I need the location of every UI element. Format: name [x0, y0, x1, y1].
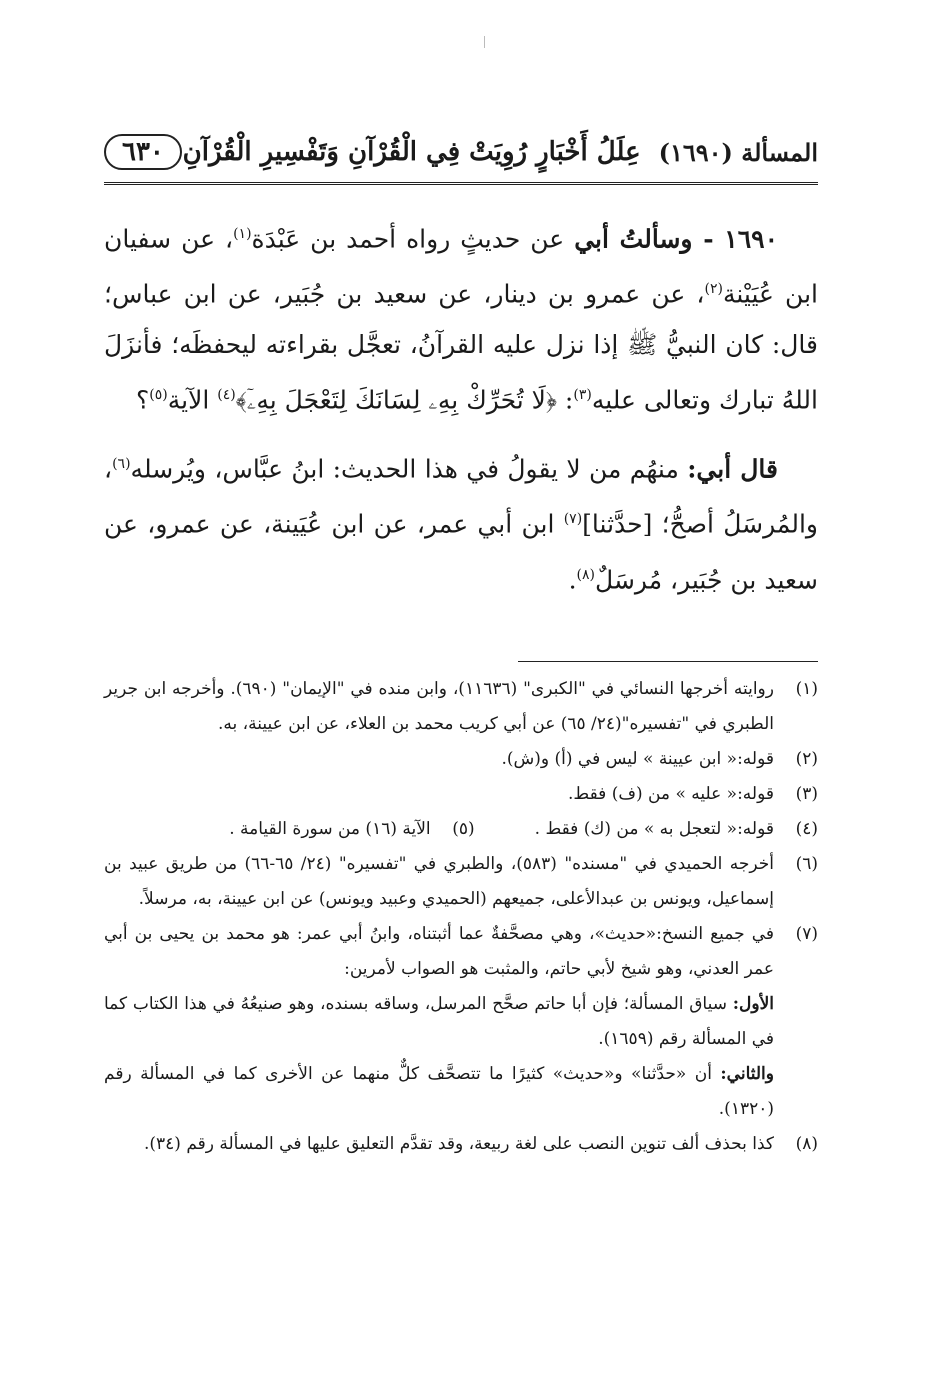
footnote-text: الآية (١٦) من سورة القيامة .: [229, 818, 431, 839]
footnote-text: قوله:« لتعجل به » من (ك) فقط .: [534, 818, 774, 839]
question-lead: ١٦٩٠ - وسألتُ أبي: [574, 224, 779, 254]
footnote-number: (٨): [795, 1133, 818, 1154]
question-text-a: عن حديثٍ رواه أحمد بن عَبْدَة: [251, 224, 575, 254]
header-masala-number: المسألة (١٦٩٠): [658, 137, 818, 167]
footnote-number: (٤): [795, 818, 818, 839]
footnote-ref-5: (٥): [149, 386, 168, 403]
footnote-divider: [518, 661, 818, 662]
footnote-1: [104, 672, 818, 742]
footnote-4-5-row: [104, 812, 818, 847]
scan-mark: [484, 36, 485, 48]
footnote-number: (٧): [795, 923, 818, 944]
book-page: [104, 126, 818, 1162]
header-book-title: عِلَلُ أَخْبَارٍ رُوِيَتْ فِي الْقُرْآنِ وَتَفْسِيرِ الْقُرْآنِ: [182, 137, 641, 167]
footnote-number: (٣): [795, 783, 818, 804]
footnote-4: [535, 812, 818, 847]
answer-text-a: منهُم من لا يقولُ في هذا الحديث: ابنُ عبَّاس، ويُرسله: [130, 454, 688, 484]
footnote-3: [104, 777, 818, 812]
footnote-7-intro: في جميع النسخ:«حديث»، وهي مصحَّفةٌ عما أثبتناه، وابنُ أبي عمر: هو محمد بن يحيى بن أبي عمر العدني، وهو شيخ لأبي حاتم، والمثبت هو الصواب لأمرين:: [104, 923, 774, 979]
question-text-f: ؟: [136, 384, 150, 414]
question-text-b: ، عن سفيان ابن عُيَيْنة: [104, 224, 818, 309]
footnote-number: (٢): [795, 748, 818, 769]
answer-text-c: ابن أبي عمر، عن ابن عُيَينة، عن عمرو، عن سعيد بن جُبَير، مُرسَلٌ: [104, 509, 818, 594]
footnote-7-first-label: الأول:: [732, 993, 774, 1014]
footnote-7-first-text: سياق المسألة؛ فإن أبا حاتم صحَّح المرسل، وساقه بسنده، وهو صنيعُهُ في هذا الكتاب كما في المسألة رقم (١٦٥٩).: [104, 993, 774, 1049]
footnote-8: [104, 1127, 818, 1162]
footnote-ref-4: (٤): [217, 386, 236, 403]
footnote-number: (١): [795, 678, 818, 699]
question-text-e: الآية: [167, 384, 218, 414]
footnote-ref-6: (٦): [112, 455, 131, 472]
footnote-number: (٥): [452, 818, 475, 839]
question-paragraph: [104, 209, 818, 425]
answer-paragraph: [104, 439, 818, 605]
question-text-c: ، عن عمرو بن دينار، عن سعيد بن جُبَير، عن ابن عباس؛ قال: كان النبيُّ ﷺ إذا نزل عليه القرآنُ، تعجَّل بقراءته ليحفظَه؛ فأنزَلَ اللهُ تبارك وتعالى عليه: [104, 279, 818, 414]
footnote-5: [229, 812, 474, 847]
page-number: ٦٣٠: [104, 134, 182, 171]
footnote-text: روايته أخرجها النسائي في "الكبرى" (١١٦٣٦)، وابن منده في "الإيمان" (٦٩٠). وأخرجه ابن جرير الطبري في "تفسيره"(٢٤/ ٦٥) عن أبي كريب محمد بن العلاء، عن ابن عيينة، به.: [104, 678, 774, 734]
footnote-7-second-text: أن «حدَّثنا» و«حديث» كثيرًا ما تتصحَّف كلٌّ منهما عن الأخرى كما في المسألة رقم (١٣٢٠).: [104, 1063, 774, 1119]
footnote-ref-7: (٧): [563, 511, 583, 528]
footnote-text: قوله:« ابن عيينة » ليس في (أ) و(ش).: [501, 748, 774, 769]
main-text: [104, 209, 818, 605]
footnote-text: كذا بحذف ألف تنوين النصب على لغة ربيعة، وقد تقدَّم التعليق عليها في المسألة رقم (٣٤).: [143, 1133, 774, 1154]
footnote-7-second-label: والثاني:: [720, 1063, 774, 1084]
quran-verse: ﴿لَا تُحَرِّكْ بِهِۦ لِسَانَكَ لِتَعْجَلَ بِهِۦٓ﴾: [235, 384, 557, 414]
footnote-2: [104, 742, 818, 777]
footnote-ref-3: (٣): [573, 386, 592, 403]
footnote-ref-2: (٢): [704, 281, 723, 298]
page-header: [104, 126, 818, 185]
footnote-ref-8: (٨): [576, 566, 596, 583]
footnote-text: [104, 917, 774, 1127]
footnote-6: [104, 847, 818, 917]
answer-text-d: .: [568, 564, 577, 594]
footnote-7: [104, 917, 818, 1127]
footnote-text: أخرجه الحميدي في "مسنده" (٥٨٣)، والطبري في "تفسيره" (٢٤/ ٦٥-٦٦) من طريق عبيد بن إسماعيل، ويونس بن عبدالأعلى، جميعهم (الحميدي وعبيد ويونس) عن ابن عيينة، به، مرسلاً.: [104, 853, 774, 909]
answer-lead: قال أبي:: [687, 454, 778, 484]
answer-text-b: ، والمُرسَلُ أصحُّ؛ [حدَّثنا]: [104, 454, 818, 539]
footnote-ref-1: (١): [233, 226, 252, 242]
footnotes: [104, 672, 818, 1162]
question-text-d: :: [556, 384, 574, 414]
footnote-text: قوله:« عليه » من (ف) فقط.: [568, 783, 774, 804]
footnote-number: (٦): [795, 853, 818, 874]
